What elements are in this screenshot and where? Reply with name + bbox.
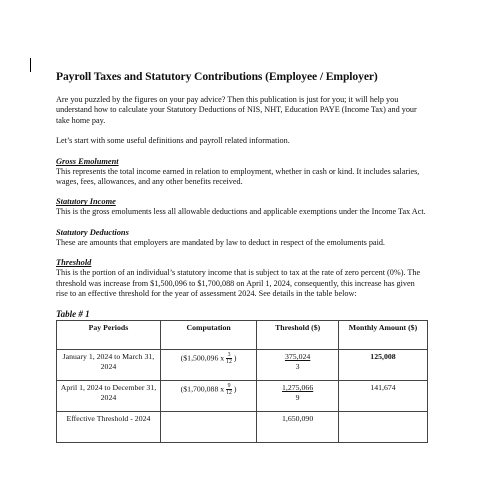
fraction-numerator: 9 bbox=[227, 383, 231, 390]
threshold-divisor: 3 bbox=[295, 361, 300, 371]
text-cursor bbox=[30, 58, 31, 72]
term-definition: This represents the total income earned in relation to employment, whether in cash or kind. It includes salaries, wages, fees, allowances, and any other benefits received. bbox=[56, 166, 420, 187]
column-header: Threshold ($) bbox=[257, 321, 339, 350]
section-statutory-deductions bbox=[56, 228, 428, 248]
term-definition: This is the portion of an individual’s statutory income that is subject to tax at the rate of zero percent (0%). The threshold was increase from $1,500,096 to $1,700,088 on April 1, 2024, consequently, this increase has given rise to an effective threshold for the year of assessment 2024. See details in the table below: bbox=[56, 268, 421, 299]
table-title: Table # 1 bbox=[56, 309, 90, 320]
page-title: Payroll Taxes and Statutory Contributions (Employee / Employer) bbox=[56, 70, 378, 83]
threshold-value: 1,275,066 bbox=[282, 383, 314, 393]
term-definition: These are amounts that employers are mandated by law to deduct in respect of the emoluments paid. bbox=[56, 237, 385, 247]
monthly-amount-cell: 141,674 bbox=[338, 381, 427, 412]
threshold-cell bbox=[257, 381, 339, 412]
table-header-row bbox=[57, 321, 428, 350]
fraction-denominator: 12 bbox=[226, 390, 232, 397]
fraction bbox=[226, 383, 232, 396]
section-statutory-income bbox=[56, 197, 428, 217]
computation-text: ($1,700,088 x bbox=[180, 384, 225, 394]
monthly-amount-cell bbox=[338, 412, 427, 443]
computation-cell bbox=[160, 350, 256, 381]
intro-paragraph: Are you puzzled by the figures on your pay advice? Then this publication is just for you; it will help you understand how to calculate your Statutory Deductions of NIS, NHT, Education PAYE (Income Tax) and your take home pay. bbox=[56, 95, 417, 125]
threshold-divisor: 9 bbox=[295, 392, 300, 402]
column-header: Computation bbox=[160, 321, 256, 350]
term-heading: Statutory Deductions bbox=[56, 227, 129, 237]
table-row bbox=[57, 381, 428, 412]
document-page bbox=[56, 70, 428, 443]
threshold-table bbox=[56, 320, 428, 443]
threshold-cell: 1,650,090 bbox=[257, 412, 339, 443]
monthly-amount-cell: 125,008 bbox=[338, 350, 427, 381]
term-definition: This is the gross emoluments less all allowable deductions and applicable exemptions under the Income Tax Act. bbox=[56, 207, 426, 217]
computation-text: ($1,500,096 x bbox=[180, 353, 225, 363]
threshold-value: 375,024 bbox=[284, 352, 311, 362]
fraction-numerator: 3 bbox=[227, 352, 231, 359]
section-gross-emolument bbox=[56, 157, 428, 188]
section-threshold bbox=[56, 258, 428, 299]
term-heading: Statutory Income bbox=[56, 197, 116, 207]
pay-period-cell: April 1, 2024 to December 31, 2024 bbox=[57, 381, 161, 412]
table-row bbox=[57, 350, 428, 381]
computation-cell bbox=[160, 412, 256, 443]
intro-paragraph-2: Let’s start with some useful definitions and payroll related information. bbox=[56, 136, 290, 146]
pay-period-cell: January 1, 2024 to March 31, 2024 bbox=[57, 350, 161, 381]
column-header: Pay Periods bbox=[57, 321, 161, 350]
computation-end: ) bbox=[233, 353, 237, 363]
table-row bbox=[57, 412, 428, 443]
column-header: Monthly Amount ($) bbox=[338, 321, 427, 350]
computation-end: ) bbox=[233, 384, 237, 394]
term-heading: Threshold bbox=[56, 258, 92, 268]
threshold-cell bbox=[257, 350, 339, 381]
term-heading: Gross Emolument bbox=[56, 156, 119, 166]
fraction-denominator: 12 bbox=[226, 359, 232, 366]
pay-period-cell: Effective Threshold - 2024 bbox=[57, 412, 161, 443]
fraction bbox=[226, 352, 232, 365]
computation-cell bbox=[160, 381, 256, 412]
